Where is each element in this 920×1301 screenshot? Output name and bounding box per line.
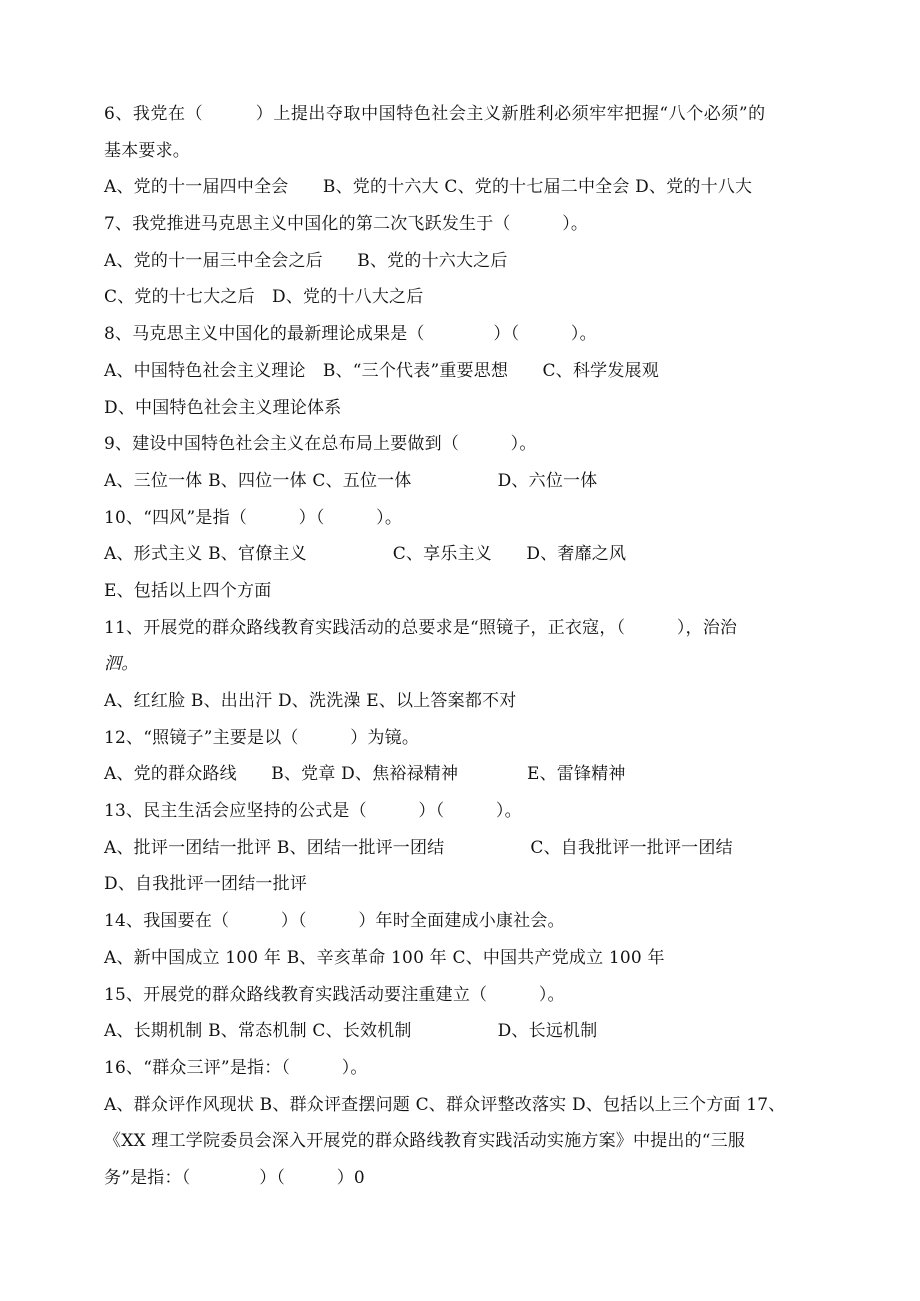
question-6-stem-continued: 基本要求。: [104, 140, 190, 161]
question-11-stem-continued: 泗。: [104, 654, 139, 675]
question-7-stem: 7、我党推进马克思主义中国化的第二次飞跃发生于（ ）。: [104, 214, 589, 235]
question-15-stem: 15、开展党的群众路线教育实践活动要注重建立（ ）。: [104, 984, 565, 1005]
question-17-stem-continued: 务”是指：（ ）（ ）0: [104, 1167, 365, 1188]
question-6-options: A、党的十一届四中全会 B、党的十六大 C、党的十七届二中全会 D、党的十八大: [104, 177, 753, 198]
question-14-stem: 14、我国要在（ ）（ ）年时全面建成小康社会。: [104, 911, 565, 932]
question-14-options: A、新中国成立 100 年 B、辛亥革命 100 年 C、中国共产党成立 100 年: [104, 947, 665, 968]
question-8-options-1: A、中国特色社会主义理论 B、“三个代表”重要思想 C、科学发展观: [104, 360, 659, 381]
question-12-stem: 12、“照镜子”主要是以（ ）为镜。: [104, 727, 420, 748]
question-15-options: A、长期机制 B、常态机制 C、长效机制 D、长远机制: [104, 1021, 598, 1042]
question-11-stem: 11、开展党的群众路线教育实践活动的总要求是“照镜子，正衣寇，（ ），治治: [104, 617, 738, 638]
question-16-stem: 16、“群众三评”是指：（ ）。: [104, 1057, 368, 1078]
question-17-stem: 《XX 理工学院委员会深入开展党的群众路线教育实践活动实施方案》中提出的“三服: [104, 1131, 746, 1152]
question-7-options-2: C、党的十七大之后 D、党的十八大之后: [104, 287, 424, 308]
question-10-options-1: A、形式主义 B、官僚主义 C、享乐主义 D、奢靡之风: [104, 544, 627, 565]
question-16-options: A、群众评作风现状 B、群众评查摆问题 C、群众评整改落实 D、包括以上三个方面 17、: [104, 1094, 786, 1115]
question-13-stem: 13、民主生活会应坚持的公式是（ ）（ ）。: [104, 801, 522, 822]
question-10-options-2: E、包括以上四个方面: [104, 580, 272, 601]
question-13-options-2: D、自我批评一团结一批评: [104, 874, 308, 895]
question-8-options-2: D、中国特色社会主义理论体系: [104, 397, 342, 418]
question-6-stem: 6、我党在（ ）上提出夺取中国特色社会主义新胜利必须牢牢把握“八个必须”的: [104, 104, 766, 124]
question-13-options-1: A、批评一团结一批评 B、团结一批评一团结 C、自我批评一批评一团结: [104, 837, 733, 858]
question-12-options: A、党的群众路线 B、党章 D、焦裕禄精神 E、雷锋精神: [104, 764, 626, 785]
question-9-stem: 9、建设中国特色社会主义在总布局上要做到（ ）。: [104, 434, 537, 455]
question-9-options: A、三位一体 B、四位一体 C、五位一体 D、六位一体: [104, 470, 598, 491]
document-page: [104, 96, 816, 1197]
question-7-options-1: A、党的十一届三中全会之后 B、党的十六大之后: [104, 250, 508, 271]
question-8-stem: 8、马克思主义中国化的最新理论成果是（ ）（ ）。: [104, 324, 597, 345]
question-10-stem: 10、“四风”是指（ ）（ ）。: [104, 507, 403, 528]
question-11-options: A、红红脸 B、出出汗 D、洗洗澡 E、以上答案都不对: [104, 691, 517, 711]
